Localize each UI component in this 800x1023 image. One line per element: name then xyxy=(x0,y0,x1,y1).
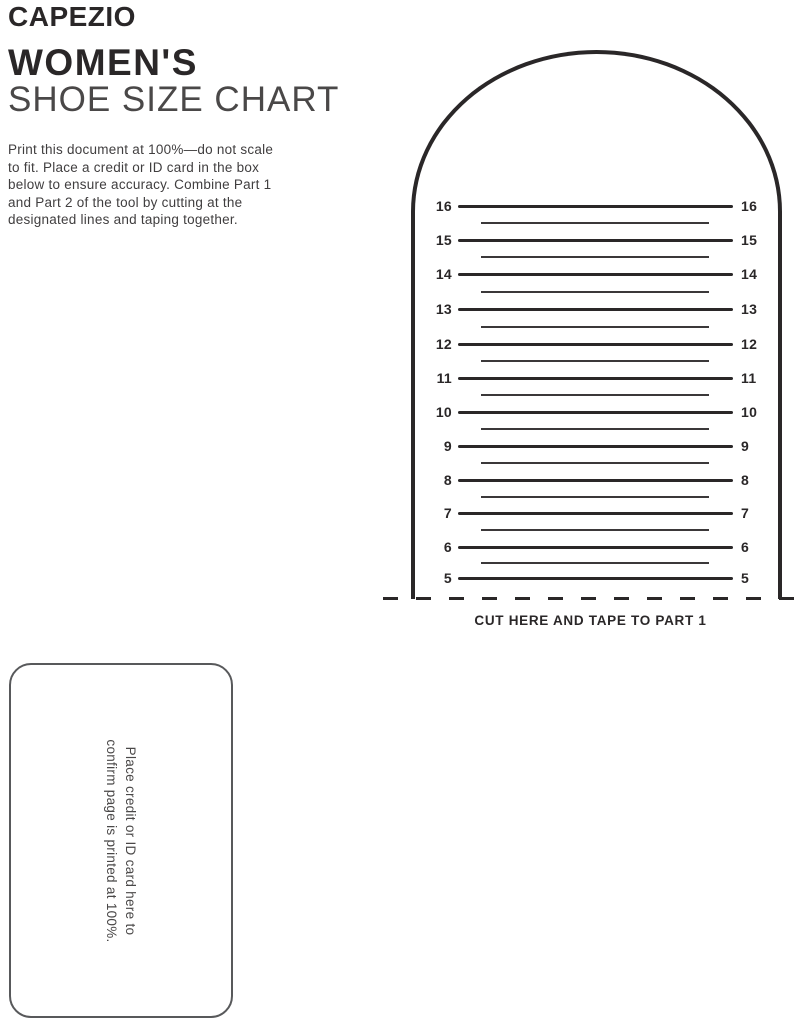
size-line-14 xyxy=(458,273,733,276)
page-subtitle: SHOE SIZE CHART xyxy=(8,80,340,119)
size-line-11 xyxy=(458,377,733,380)
size-label-right-8: 8 xyxy=(741,472,750,488)
size-label-right-16: 16 xyxy=(741,198,758,214)
half-size-line-9-half xyxy=(481,462,709,464)
size-line-5 xyxy=(458,577,733,580)
size-label-right-13: 13 xyxy=(741,301,758,317)
half-size-line-8-half xyxy=(481,496,709,498)
size-line-9 xyxy=(458,445,733,448)
size-label-right-12: 12 xyxy=(741,336,758,352)
half-size-line-13-half xyxy=(481,326,709,328)
size-label-right-10: 10 xyxy=(741,404,758,420)
size-label-left-8: 8 xyxy=(443,472,452,488)
card-box-instructions-line1: Place credit or ID card here to xyxy=(123,746,138,935)
print-instructions-line: designated lines and taping together. xyxy=(8,212,238,227)
credit-card-placement-box xyxy=(9,663,233,1018)
cut-dashed-line xyxy=(383,597,798,600)
size-line-6 xyxy=(458,546,733,549)
card-box-instructions-line2: confirm page is printed at 100%. xyxy=(104,738,119,943)
print-instructions-line: Print this document at 100%—do not scale xyxy=(8,142,274,157)
size-label-right-9: 9 xyxy=(741,438,750,454)
card-box-instructions xyxy=(102,715,140,967)
half-size-line-14-half xyxy=(481,291,709,293)
size-label-right-6: 6 xyxy=(741,539,750,555)
size-label-right-14: 14 xyxy=(741,266,758,282)
size-line-15 xyxy=(458,239,733,242)
size-label-left-15: 15 xyxy=(435,232,452,248)
size-line-16 xyxy=(458,205,733,208)
size-line-7 xyxy=(458,512,733,515)
size-label-right-5: 5 xyxy=(741,570,750,586)
size-label-left-10: 10 xyxy=(435,404,452,420)
size-label-left-11: 11 xyxy=(436,370,452,386)
size-label-left-7: 7 xyxy=(443,505,452,521)
size-label-left-12: 12 xyxy=(435,336,452,352)
size-label-right-7: 7 xyxy=(741,505,750,521)
half-size-line-15-half xyxy=(481,256,709,258)
half-size-line-10-half xyxy=(481,428,709,430)
brand-logo: CAPEZIO xyxy=(8,1,136,32)
half-size-line-11-half xyxy=(481,394,709,396)
size-line-8 xyxy=(458,479,733,482)
size-label-right-15: 15 xyxy=(741,232,758,248)
size-label-right-11: 11 xyxy=(741,370,757,386)
size-line-13 xyxy=(458,308,733,311)
size-line-12 xyxy=(458,343,733,346)
size-label-left-5: 5 xyxy=(443,570,452,586)
size-label-left-6: 6 xyxy=(443,539,452,555)
size-line-10 xyxy=(458,411,733,414)
page-title: WOMEN'S xyxy=(8,42,198,83)
print-instructions-line: and Part 2 of the tool by cutting at the xyxy=(8,194,243,210)
size-label-left-14: 14 xyxy=(435,266,452,282)
half-size-line-12-half xyxy=(481,360,709,362)
size-label-left-16: 16 xyxy=(435,198,452,214)
half-size-line-6-half xyxy=(481,562,709,564)
size-label-left-13: 13 xyxy=(435,301,452,317)
size-label-left-9: 9 xyxy=(443,438,452,454)
half-size-line-7-half xyxy=(481,529,709,531)
print-instructions-line: to fit. Place a credit or ID card in the box xyxy=(8,159,260,175)
cut-caption: CUT HERE AND TAPE TO PART 1 xyxy=(474,613,707,628)
half-size-line-16-half xyxy=(481,222,709,224)
print-instructions-line: below to ensure accuracy. Combine Part 1 xyxy=(8,177,272,192)
